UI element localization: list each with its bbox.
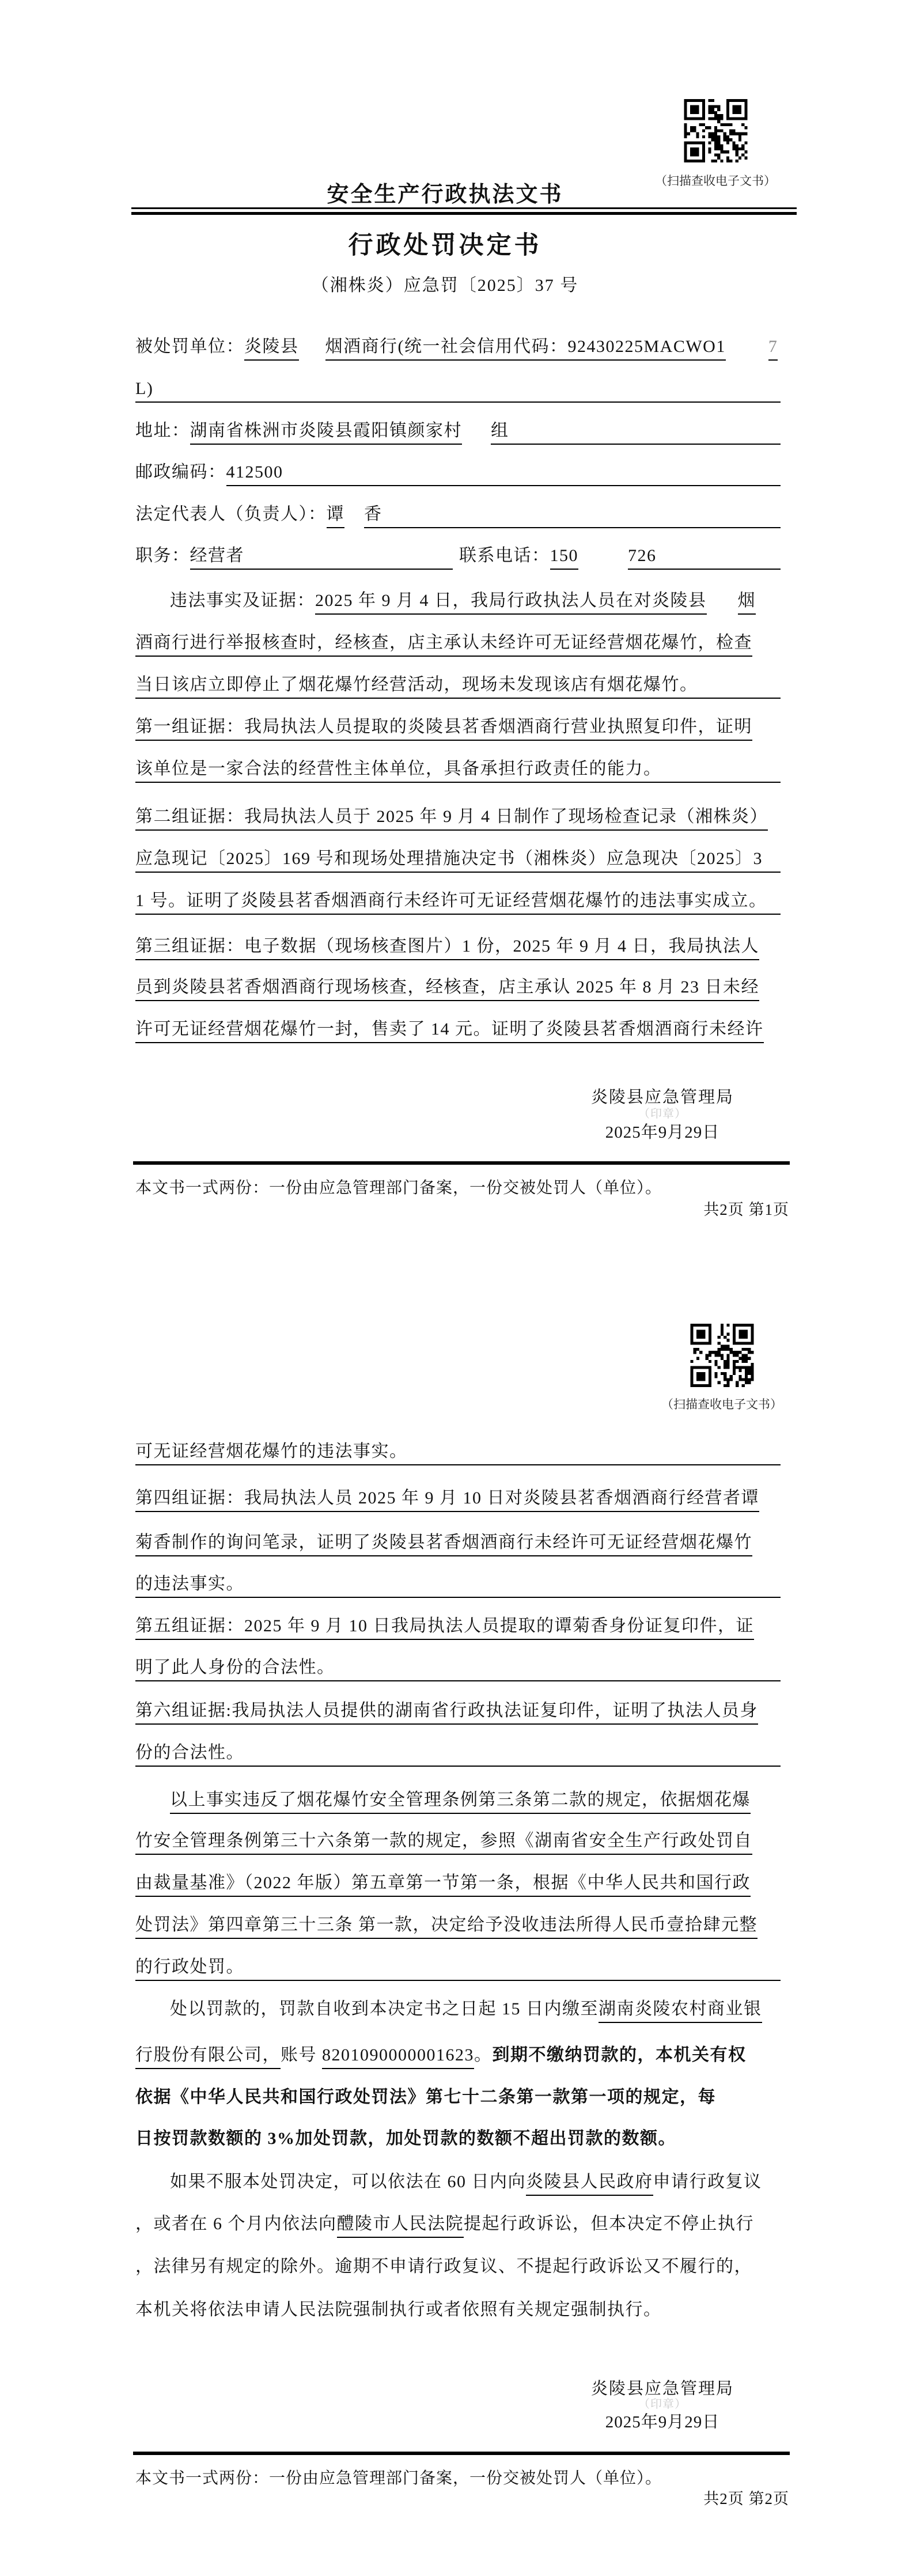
text-segment: L) xyxy=(135,379,153,403)
text-segment: 被处罚单位： xyxy=(135,337,244,356)
underline-fill xyxy=(408,1461,781,1465)
field-postcode xyxy=(135,463,781,486)
text-line xyxy=(135,1999,815,2023)
text-segment: 150 xyxy=(550,546,579,570)
text-line xyxy=(135,2172,815,2196)
text-segment: 申请行政复议 xyxy=(653,2172,762,2191)
text-line xyxy=(135,1743,781,1767)
text-segment: 法定代表人（负责人）： xyxy=(135,505,327,524)
text-segment: 7 xyxy=(768,337,778,361)
text-segment: 8201090000001623 xyxy=(322,2045,474,2069)
text-segment: 明了此人身份的合法性。 xyxy=(135,1658,335,1681)
text-segment: 账号 xyxy=(281,2045,322,2064)
text-segment: 。 xyxy=(474,2045,493,2064)
text-segment: 菊香制作的询问笔录，证明了炎陵县茗香烟酒商行未经许可无证经营烟花爆竹 xyxy=(135,1533,752,1556)
text-line xyxy=(135,1574,781,1598)
text-segment: 依据《中华人民共和国行政处罚法》第七十二条第一款第一项的规定，每 xyxy=(135,2088,716,2107)
text-line xyxy=(135,2088,781,2111)
redaction-box xyxy=(726,357,768,361)
text-segment: 许可无证经营烟花爆竹一封，售卖了 14 元。证明了炎陵县茗香烟酒商行未经许 xyxy=(135,1020,764,1043)
text-segment: 行股份有限公司， xyxy=(135,2045,281,2069)
copy-note: 本文书一式两份：一份由应急管理部门备案，一份交被处罚人（单位）。 xyxy=(135,2469,662,2487)
text-line xyxy=(135,1442,781,1465)
text-line xyxy=(135,1915,781,1939)
underline-fill xyxy=(283,482,781,486)
underline-fill xyxy=(382,524,781,528)
field-penalized-unit xyxy=(135,337,832,361)
text-line xyxy=(135,1658,781,1681)
text-segment: 湖南炎陵农村商业银 xyxy=(599,1999,762,2023)
text-segment: 可无证经营烟花爆竹的违法事实。 xyxy=(135,1442,408,1465)
underline-fill xyxy=(244,1976,781,1981)
text-segment: 竹安全管理条例第三十六条第一款的规定，参照《湖南省安全生产行政处罚自 xyxy=(135,1831,752,1855)
text-segment: 烟酒商行(统一社会信用代码：92430225MACWO1 xyxy=(325,337,726,361)
text-segment: 由裁量基准》（2022 年版）第五章第一节第一条，根据《中华人民共和国行政 xyxy=(135,1873,751,1897)
text-segment: 酒商行进行举报核查时，经核查，店主承认未经许可无证经营烟花爆竹，检查 xyxy=(135,633,752,657)
text-segment: 提起行政诉讼，但本决定不停止执行 xyxy=(464,2214,754,2233)
text-segment: 邮政编码： xyxy=(135,463,226,482)
text-segment: 炎陵县人民政府 xyxy=(526,2172,653,2196)
issue-date: 2025年9月29日 xyxy=(605,2413,720,2431)
text-segment: 炎陵县 xyxy=(244,337,299,361)
text-segment: 的违法事实。 xyxy=(135,1574,244,1598)
text-segment: 谭 xyxy=(327,505,345,528)
text-segment: 应急现记〔2025〕169 号和现场处理措施决定书（湘株炎）应急现决〔2025〕3 xyxy=(135,849,763,873)
text-segment: 2025 年 9 月 4 日，我局行政执法人员在对炎陵县 xyxy=(315,591,707,615)
text-segment: 香 xyxy=(364,505,382,528)
underline-fill xyxy=(662,778,781,783)
text-line xyxy=(135,717,781,741)
copy-note: 本文书一式两份：一份由应急管理部门备案，一份交被处罚人（单位）。 xyxy=(135,1179,662,1197)
text-line xyxy=(135,849,781,873)
issue-date: 2025年9月29日 xyxy=(605,1123,720,1142)
text-segment: 处罚法》第四章第三十三条 第一款，决定给予没收违法所得人民币壹拾肆元整 xyxy=(135,1915,758,1939)
text-segment: 员到炎陵县茗香烟酒商行现场核查，经核查，店主承认 2025 年 8 月 23 日未经 xyxy=(135,978,759,1001)
issuer-name: 炎陵县应急管理局 xyxy=(590,1088,734,1107)
text-line xyxy=(135,1488,781,1512)
qr-caption: （扫描查收电子文书） xyxy=(661,1397,782,1411)
issuer-name: 炎陵县应急管理局 xyxy=(590,2380,734,2398)
header-double-rule xyxy=(131,207,797,215)
redaction-box xyxy=(299,357,325,361)
text-line xyxy=(135,1957,781,1981)
text-segment: 该单位是一家合法的经营性主体单位，具备承担行政责任的能力。 xyxy=(135,759,662,783)
footer-divider xyxy=(133,1161,790,1165)
text-segment: 醴陵市人民法院 xyxy=(337,2214,464,2238)
field-position xyxy=(135,546,453,570)
seal-placeholder: （印章） xyxy=(638,1108,687,1120)
redaction-box xyxy=(462,441,491,445)
text-line xyxy=(135,807,781,831)
text-line xyxy=(135,1533,781,1556)
text-segment: 726 xyxy=(628,546,657,570)
text-segment: 处以罚款的，罚款自收到本决定书之日起 15 日内缴至 xyxy=(170,1999,599,2018)
field-phone xyxy=(459,546,781,570)
underline-fill xyxy=(763,868,781,873)
qr-caption: （扫描查收电子文书） xyxy=(655,174,776,188)
text-segment: 如果不服本处罚决定，可以依法在 60 日内向 xyxy=(170,2172,526,2191)
redaction-box xyxy=(578,566,628,570)
text-line xyxy=(135,2257,781,2280)
underline-fill xyxy=(698,694,781,699)
qr-code xyxy=(689,1324,755,1387)
text-line xyxy=(135,978,781,1001)
text-segment: 烟 xyxy=(738,591,756,615)
text-segment: 412500 xyxy=(226,463,283,486)
text-line xyxy=(135,759,781,783)
text-line xyxy=(135,1020,781,1043)
text-segment: 经营者 xyxy=(190,546,245,570)
text-line xyxy=(135,1873,781,1897)
text-line xyxy=(135,1616,781,1640)
underline-fill xyxy=(244,565,453,570)
underline-fill xyxy=(244,1593,781,1598)
text-line xyxy=(135,2300,781,2324)
seal-placeholder: （印章） xyxy=(638,2398,687,2411)
text-segment: 地址： xyxy=(135,421,190,440)
text-line xyxy=(135,2129,781,2153)
text-line xyxy=(135,1701,781,1725)
text-segment: 违法事实及证据： xyxy=(170,591,315,610)
page-title: 行政处罚决定书 xyxy=(348,232,542,259)
document-category-title: 安全生产行政执法文书 xyxy=(327,183,563,207)
text-segment: 湖南省株洲市炎陵县霞阳镇颜家村 xyxy=(190,421,463,445)
text-segment: 第五组证据：2025 年 9 月 10 日我局执法人员提取的谭菊香身份证复印件，证 xyxy=(135,1616,754,1640)
text-line xyxy=(135,937,781,960)
text-segment: ，法律另有规定的除外。逾期不申请行政复议、不提起行政诉讼又不履行的， xyxy=(135,2257,752,2276)
text-line xyxy=(135,891,781,915)
text-segment: 本机关将依法申请人民法院强制执行或者依照有关规定强制执行。 xyxy=(135,2300,662,2319)
qr-code xyxy=(683,99,749,162)
text-segment: ，或者在 6 个月内依法向 xyxy=(135,2214,337,2233)
text-segment: 的行政处罚。 xyxy=(135,1957,244,1981)
para-facts-evidence xyxy=(135,591,815,615)
underline-fill xyxy=(657,565,781,570)
text-line xyxy=(135,633,781,657)
text-line xyxy=(135,1831,781,1855)
text-segment: 当日该店立即停止了烟花爆竹经营活动，现场未发现该店有烟花爆竹。 xyxy=(135,675,698,699)
underline-fill xyxy=(509,440,781,445)
text-line xyxy=(135,1790,815,1814)
redaction-box xyxy=(707,611,738,615)
field-unit-continuation xyxy=(135,379,781,403)
text-segment: 第六组证据:我局执法人员提供的湖南省行政执法证复印件，证明了执法人员身 xyxy=(135,1701,758,1725)
text-segment: 职务： xyxy=(135,546,190,565)
page-indicator: 共2页 第1页 xyxy=(703,1201,789,1218)
text-segment: 份的合法性。 xyxy=(135,1743,244,1767)
redaction-box xyxy=(344,525,364,528)
underline-fill xyxy=(244,1762,781,1767)
text-line xyxy=(135,2214,781,2238)
text-segment: 第一组证据：我局执法人员提取的炎陵县茗香烟酒商行营业执照复印件，证明 xyxy=(135,717,752,741)
text-segment: 组 xyxy=(491,421,509,445)
text-segment: 以上事实违反了烟花爆竹安全管理条例第三条第二款的规定，依据烟花爆 xyxy=(170,1790,751,1814)
field-address xyxy=(135,421,781,445)
underline-fill xyxy=(767,910,781,915)
text-segment: 第三组证据：电子数据（现场核查图片）1 份，2025 年 9 月 4 日，我局执法人 xyxy=(135,937,759,960)
page-indicator: 共2页 第2页 xyxy=(703,2490,789,2507)
text-segment: 日按罚款数额的 3%加处罚款，加处罚款的数额不超出罚款的数额。 xyxy=(135,2129,676,2148)
text-segment: 第二组证据：我局执法人员于 2025 年 9 月 4 日制作了现场检查记录（湘株炎） xyxy=(135,807,768,831)
footer-divider xyxy=(133,2452,790,2455)
underline-fill xyxy=(335,1677,781,1681)
text-segment: 第四组证据：我局执法人员 2025 年 9 月 10 日对炎陵县茗香烟酒商行经营者谭 xyxy=(135,1488,759,1512)
text-segment: 联系电话： xyxy=(459,546,550,565)
text-line xyxy=(135,2045,781,2069)
text-line xyxy=(135,675,781,699)
document-number: （湘株炎）应急罚〔2025〕37 号 xyxy=(311,276,579,295)
text-segment: 到期不缴纳罚款的，本机关有权 xyxy=(492,2045,747,2064)
underline-fill xyxy=(153,398,781,403)
text-segment: 1 号。证明了炎陵县茗香烟酒商行未经许可无证经营烟花爆竹的违法事实成立。 xyxy=(135,891,767,915)
field-legal-rep xyxy=(135,505,781,528)
